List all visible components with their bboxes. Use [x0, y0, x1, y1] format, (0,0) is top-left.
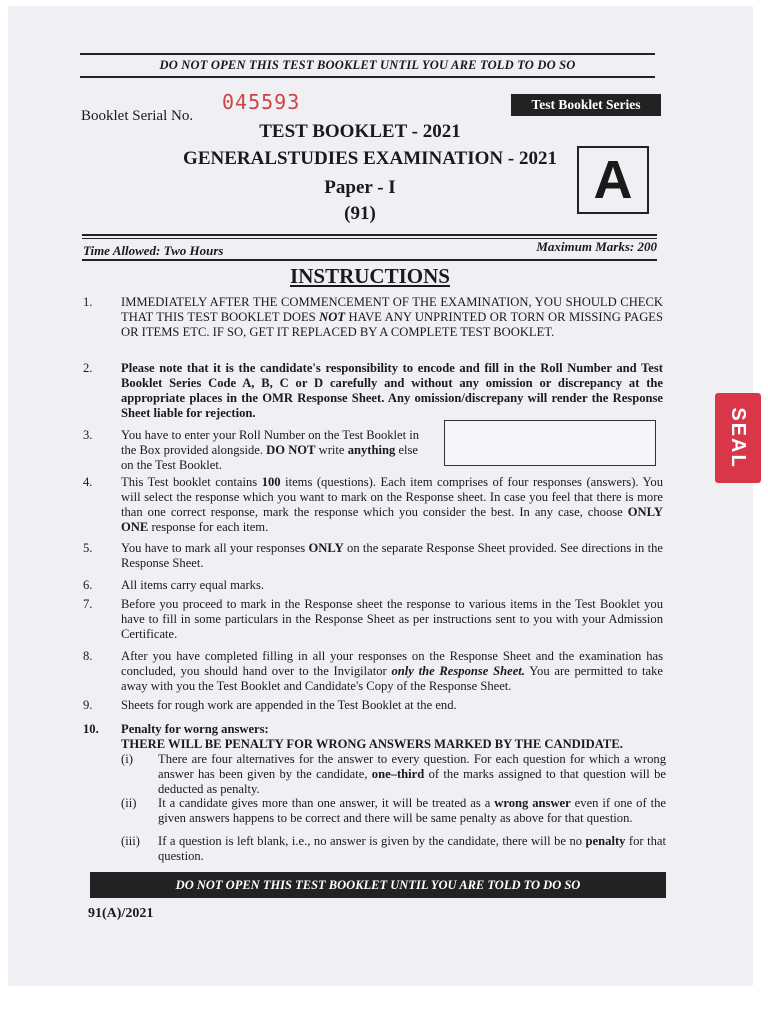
penalty-subitem	[121, 796, 666, 826]
subitem-number: (ii)	[121, 796, 137, 810]
top-warning: DO NOT OPEN THIS TEST BOOKLET UNTIL YOU ARE TOLD TO DO SO	[159, 58, 576, 72]
bottom-warning: DO NOT OPEN THIS TEST BOOKLET UNTIL YOU ARE TOLD TO DO SO	[90, 872, 666, 898]
seal-label: SEAL	[727, 407, 749, 469]
item-number: 7.	[83, 597, 93, 611]
time-rule-upper	[82, 234, 657, 236]
item-text-emphasis: only the Response Sheet.	[391, 664, 525, 678]
item-text: write	[315, 443, 348, 457]
top-rule-lower	[80, 76, 655, 78]
serial-label: Booklet Serial No.	[81, 108, 194, 124]
subitem-text-emphasis: one–third	[371, 767, 425, 781]
item-text: IMMEDIATELY AFTER THE COMMENCEMENT OF THE EXAMINATION, YOU SHOULD CHECK THAT THIS TEST BOOKLET DOES	[121, 295, 663, 324]
penalty-subheading: THERE WILL BE PENALTY FOR WRONG ANSWERS MARKED BY THE CANDIDATE.	[121, 737, 623, 751]
item-number: 1.	[83, 295, 93, 309]
item-text: HAVE ANY UNPRINTED OR TORN OR MISSING PAGES OR ITEMS ETC. IF SO, GET IT REPLACED BY A COMPLETE TEST BOOKLET.	[121, 310, 664, 339]
instruction-item	[83, 722, 663, 752]
time-rule-lower	[82, 259, 657, 261]
booklet-title: TEST BOOKLET - 2021	[259, 121, 461, 142]
series-label-badge: Test Booklet Series	[511, 94, 661, 116]
instruction-item	[83, 428, 433, 473]
item-number: 3.	[83, 428, 93, 442]
item-text: After you have completed filling in all your responses on the Response Sheet and the examination has concluded, you should hand over to the Invigilator	[121, 649, 663, 678]
item-text: You have to enter your Roll Number on the Test Booklet in the Box provided alongside.	[121, 428, 420, 457]
roll-number-box[interactable]	[444, 420, 656, 466]
item-text-emphasis: 100	[261, 475, 281, 489]
subitem-text-emphasis: penalty	[585, 834, 626, 848]
item-text-emphasis: DO NOT	[266, 443, 316, 457]
item-text: items (questions). Each item comprises of four responses (answers). You will select the response which you want to mark on the Response sheet. In case you feel that there is more than one correct response, mark the response which you consider the best. In any case, choose	[121, 475, 664, 519]
exam-title: GENERALSTUDIES EXAMINATION - 2021	[183, 148, 557, 169]
serial-number: 045593	[222, 90, 301, 114]
instruction-item	[83, 541, 663, 571]
item-number: 2.	[83, 361, 93, 375]
penalty-subitem	[121, 834, 666, 864]
item-number: 5.	[83, 541, 93, 555]
item-text: You are permitted to take away with you the Test Booklet and Candidate's Copy of the Response Sheet.	[121, 664, 663, 693]
subitem-number: (i)	[121, 752, 133, 766]
item-number: 4.	[83, 475, 93, 489]
top-rule-upper	[80, 53, 655, 55]
instruction-item	[83, 597, 663, 642]
item-number: 8.	[83, 649, 93, 663]
item-text: This Test booklet contains	[121, 475, 262, 489]
seal-tab	[715, 393, 761, 483]
item-text: Before you proceed to mark in the Response sheet the response to various items in the Test Booklet you have to fill in some particulars in the Response Sheet as per instructions sent to you with your Admission Certificate.	[121, 597, 663, 641]
item-text: You have to mark all your responses	[121, 541, 309, 555]
instruction-item	[83, 295, 663, 340]
instruction-item	[83, 361, 663, 421]
item-text: Sheets for rough work are appended in the Test Booklet at the end.	[121, 698, 457, 712]
footer-code: 91(A)/2021	[88, 906, 154, 921]
time-allowed: Time Allowed: Two Hours	[83, 243, 224, 258]
maximum-marks: Maximum Marks: 200	[536, 239, 657, 254]
subitem-number: (iii)	[121, 834, 140, 848]
item-text: All items carry equal marks.	[121, 578, 265, 592]
item-text: response for each item.	[148, 520, 269, 534]
item-text: Please note that it is the candidate's responsibility to encode and fill in the Roll Number and Test Booklet Series Code A, B, C or D carefully and without any omission or discrepancy at the appropriate places in the OMR Response Sheet. Any omission/discrepany will render the Response Sheet liable for rejection.	[121, 361, 663, 420]
item-text: on the separate Response Sheet provided. See directions in the Response Sheet.	[121, 541, 663, 570]
subitem-text: even if one of the given answers happens to be correct and there will be same penalty as above for that question.	[158, 796, 666, 825]
subitem-text: of the marks assigned to that question will be deducted as penalty.	[158, 767, 666, 796]
subitem-text-emphasis: wrong answer	[494, 796, 571, 810]
subitem-text: for that question.	[158, 834, 666, 863]
subitem-text: If a question is left blank, i.e., no answer is given by the candidate, there will be no	[158, 834, 586, 848]
instruction-item	[83, 698, 663, 713]
series-code-box: A	[577, 146, 649, 214]
item-text-emphasis: ONLY ONE	[121, 505, 663, 534]
paper-code: (91)	[344, 203, 376, 224]
instruction-item	[83, 649, 663, 694]
penalty-subitem	[121, 752, 666, 797]
instruction-item	[83, 475, 663, 535]
item-text-emphasis: anything	[347, 443, 396, 457]
item-number: 6.	[83, 578, 93, 592]
subitem-text: There are four alternatives for the answer to every question. For each question for which a wrong answer has been given by the candidate,	[158, 752, 666, 781]
item-text-emphasis: NOT	[319, 310, 346, 324]
subitem-text: It a candidate gives more than one answer, it will be treated as a	[158, 796, 495, 810]
penalty-heading: Penalty for worng answers:	[121, 722, 269, 736]
instruction-item	[83, 578, 663, 593]
item-text-emphasis: ONLY	[308, 541, 344, 555]
paper-title: Paper - I	[324, 177, 396, 198]
item-text: else on the Test Booklet.	[121, 443, 419, 472]
item-number: 9.	[83, 698, 93, 712]
instructions-title: INSTRUCTIONS	[290, 264, 450, 288]
item-number: 10.	[83, 722, 99, 736]
